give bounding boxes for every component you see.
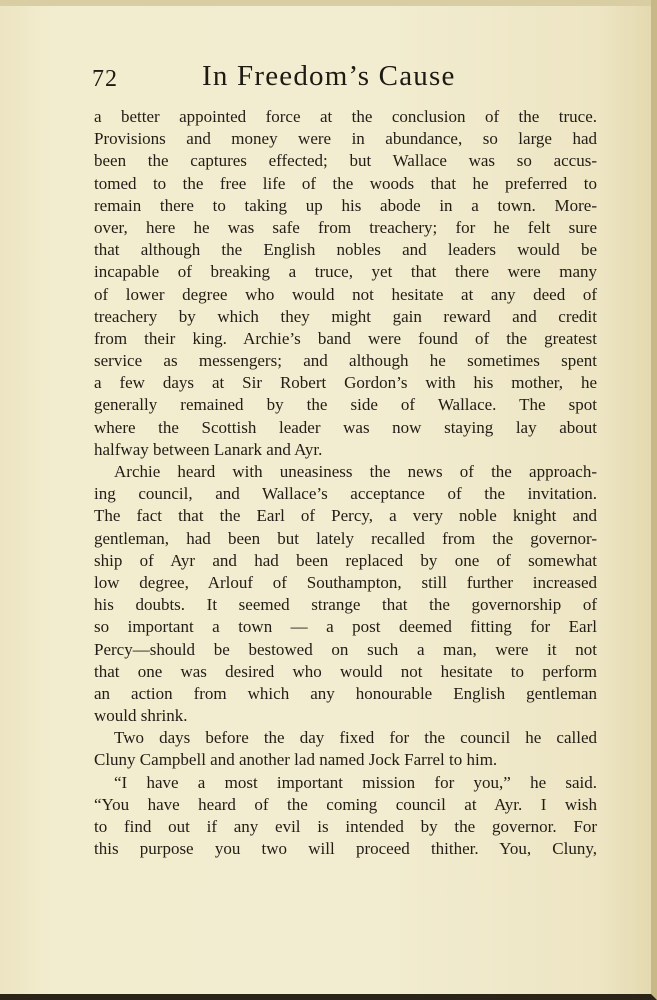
- text-line: Provisions and money were in abundance, so large had: [94, 129, 597, 149]
- text-line: ing council, and Wallace’s acceptance of the invitation.: [94, 484, 597, 504]
- text-line: an action from which any honourable English gentleman: [94, 683, 597, 703]
- text-line: would shrink.: [94, 706, 188, 726]
- text-line: treachery by which they might gain reward and credit: [94, 306, 597, 326]
- text-line: over, here he was safe from treachery; for he felt sure: [94, 217, 597, 237]
- text-line: generally remained by the side of Wallace. The spot: [94, 395, 597, 415]
- page-number: 72: [92, 66, 118, 92]
- text-line: remain there to taking up his abode in a town. More-: [94, 195, 597, 215]
- text-line: service as messengers; and although he sometimes spent: [94, 351, 597, 371]
- text-line: “I have a most important mission for you,” he said.: [114, 772, 597, 792]
- text-line: where the Scottish leader was now staying lay about: [94, 417, 597, 437]
- text-line: of lower degree who would not hesitate at any deed of: [94, 284, 597, 304]
- text-line: to find out if any evil is intended by the governor. For: [94, 817, 597, 836]
- text-line: his doubts. It seemed strange that the governorship of: [94, 595, 597, 615]
- running-title: In Freedom’s Cause: [202, 60, 456, 92]
- text-line: that although the English nobles and leaders would be: [94, 240, 597, 260]
- text-line: ship of Ayr and had been replaced by one of somewhat: [94, 550, 597, 570]
- page-header: [92, 62, 602, 102]
- text-line: this purpose you two will proceed thither. You, Cluny,: [94, 839, 597, 859]
- text-line: Percy—should be bestowed on such a man, were it not: [94, 639, 597, 659]
- text-line: Two days before the day fixed for the council he called: [114, 728, 597, 748]
- text-line: The fact that the Earl of Percy, a very noble knight and: [94, 506, 597, 526]
- text-line: a better appointed force at the conclusion of the truce.: [94, 107, 597, 126]
- text-line: gentleman, had been but lately recalled from the governor-: [94, 528, 597, 548]
- text-line: that one was desired who would not hesitate to perform: [94, 661, 597, 681]
- text-line: so important a town — a post deemed fitting for Earl: [94, 617, 597, 637]
- text-line: a few days at Sir Robert Gordon’s with his mother, he: [94, 373, 597, 393]
- text-line: Archie heard with uneasiness the news of the approach-: [114, 462, 597, 481]
- text-line: low degree, Arlouf of Southampton, still further increased: [94, 572, 597, 592]
- text-line: from their king. Archie’s band were found of the greatest: [94, 328, 597, 348]
- body-text: [94, 106, 597, 860]
- text-line: halfway between Lanark and Ayr.: [94, 439, 323, 459]
- text-line: “You have heard of the coming council at Ayr. I wish: [94, 794, 597, 814]
- text-line: incapable of breaking a truce, yet that there were many: [94, 262, 597, 282]
- text-line: been the captures effected; but Wallace was so accus-: [94, 151, 597, 171]
- text-line: Cluny Campbell and another lad named Jock Farrel to him.: [94, 750, 498, 770]
- text-line: tomed to the free life of the woods that he preferred to: [94, 173, 597, 193]
